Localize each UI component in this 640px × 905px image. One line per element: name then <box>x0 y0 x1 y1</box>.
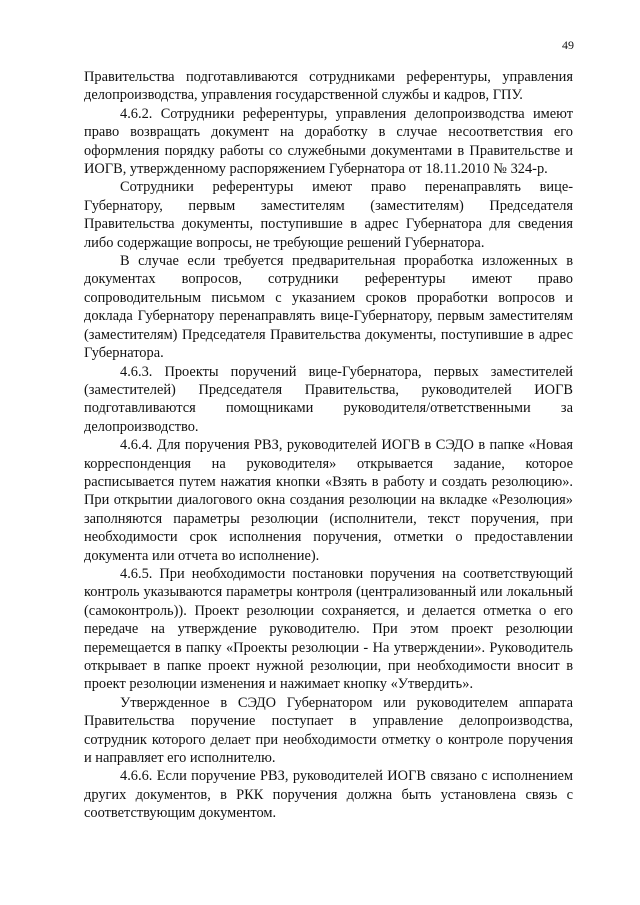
paragraph-4-6-3: 4.6.3. Проекты поручений вице-Губернатора, первых заместителей (заместителей) Председателя Правительства, руководителей ИОГВ подготавливаются помощниками руководителя/ответственными за делопроизводство. <box>84 363 573 435</box>
paragraph-4-6-6: 4.6.6. Если поручение РВЗ, руководителей ИОГВ связано с исполнением других документов, в РКК поручения должна быть установлена связь с соответствующим документом. <box>84 768 573 822</box>
paragraph-preliminary-study: В случае если требуется предварительная проработка изложенных в документах вопросов, сотрудники референтуры имеют право сопроводительным письмом с указанием сроков проработки вопросов и доклада Губернатору перенаправлять вице-Губернатору, первым заместителям (заместителям) Председателя Правительства документы, поступившие в адрес Губернатора. <box>84 253 573 362</box>
paragraph-continuation: Правительства подготавливаются сотрудниками референтуры, управления делопроизводства, управления государственной службы и кадров, ГПУ. <box>84 69 573 104</box>
document-body <box>84 68 573 823</box>
paragraph-4-6-5: 4.6.5. При необходимости постановки поручения на соответствующий контроль указываются параметры контроля (централизованный или локальный (самоконтроль)). Проект резолюции сохраняется, и делается отметка о его передаче на утверждение руководителю. При этом проект резолюции перемещается в папку «Проекты резолюции - На утверждении». Руководитель открывает в папке проект нужной резолюции, при необходимости вносит в проект резолюции изменения и нажимает кнопку «Утвердить». <box>84 565 573 693</box>
paragraph-4-6-2: 4.6.2. Сотрудники референтуры, управления делопроизводства имеют право возвращать документ на доработку в случае несоответствия его оформления порядку работы со служебными документами в Правительстве и ИОГВ, утвержденному распоряжением Губернатора от 18.11.2010 № 324-р. <box>84 105 573 178</box>
page-number: 49 <box>562 38 574 52</box>
paragraph-referentura-rights: Сотрудники референтуры имеют право перенаправлять вице-Губернатору, первым заместителям (заместителям) Председателя Правительства документы, поступившие в адрес Губернатора для сведения либо содержащие вопросы, не требующие решений Губернатора. <box>84 179 573 251</box>
paragraph-approved-order: Утвержденное в СЭДО Губернатором или руководителем аппарата Правительства поручение поступает в управление делопроизводства, сотрудник которого делает при необходимости отметку о контроле поручения и направляет его исполнителю. <box>84 694 573 767</box>
paragraph-4-6-4: 4.6.4. Для поручения РВЗ, руководителей ИОГВ в СЭДО в папке «Новая корреспонденция на руководителя» открывается задание, которое расписывается путем нажатия кнопки «Взять в работу и создать резолюцию». При открытии диалогового окна создания резолюции на вкладке «Резолюция» заполняются параметры резолюции (исполнители, текст поручения, при необходимости срок исполнения поручения, отметки о предоставлении документа или отчета во исполнение). <box>84 437 573 564</box>
